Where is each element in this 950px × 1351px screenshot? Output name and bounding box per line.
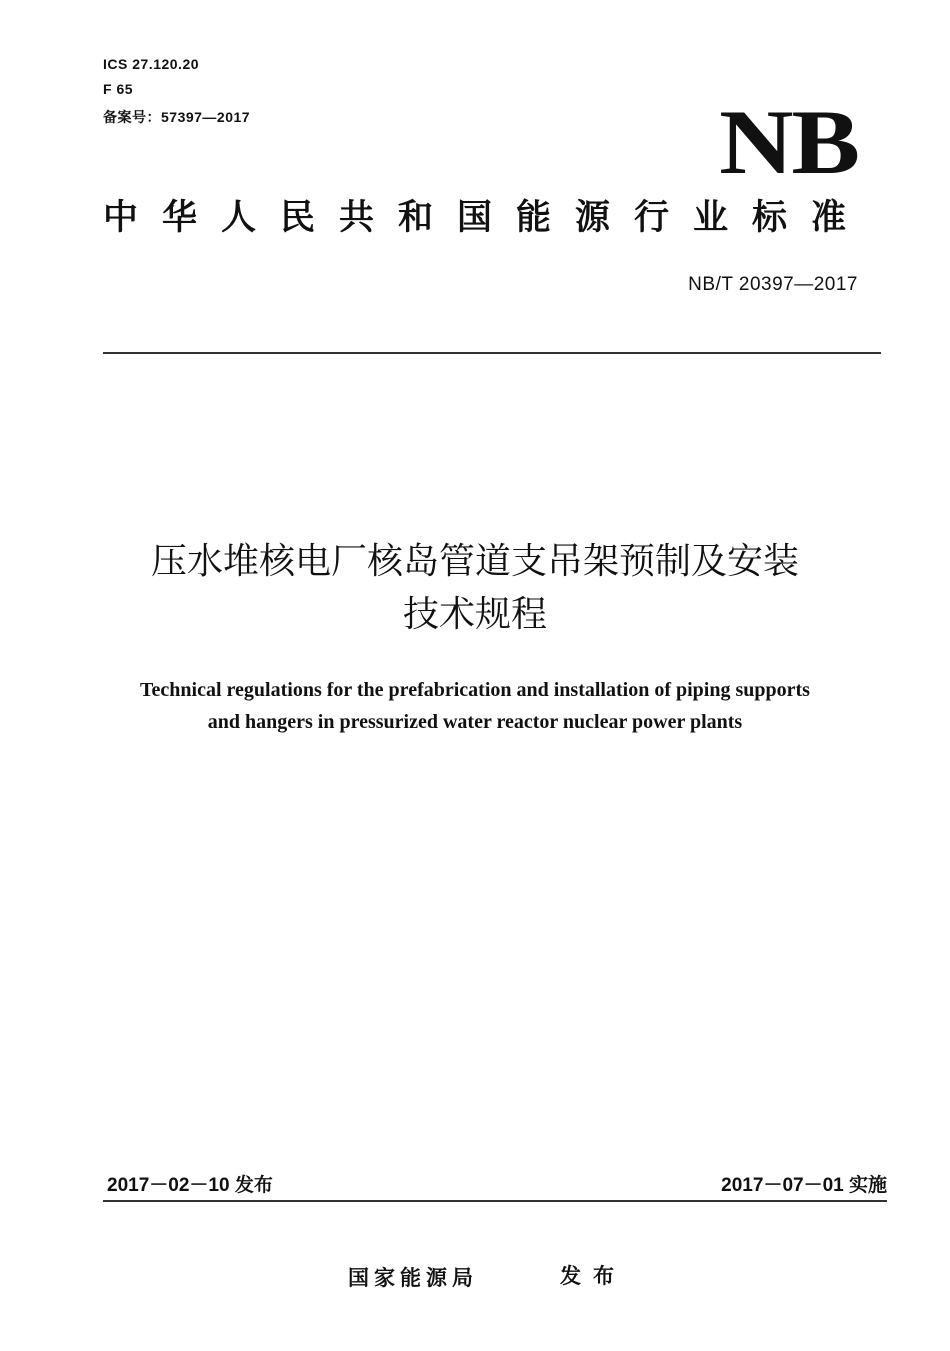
nb-logo: NB (719, 91, 858, 193)
title-en-line2: and hangers in pressurized water reactor nuclear power plants (207, 711, 743, 733)
implement-date: 2017－07－01 实施 (721, 1175, 887, 1196)
ics-code: ICS 27.120.20 (103, 56, 200, 72)
category-code: F 65 (103, 81, 134, 97)
header-divider (103, 352, 881, 354)
issuer-name: 国家能源局 (348, 1266, 478, 1290)
title-en-line1: Technical regulations for the prefabrication and installation of piping supports (140, 679, 810, 701)
publish-date: 2017－02－10 发布 (107, 1175, 273, 1196)
title-cn-line1: 压水堆核电厂核岛管道支吊架预制及安装 (150, 541, 799, 582)
date-row (103, 1172, 887, 1202)
standard-number: NB/T 20397—2017 (688, 274, 858, 295)
title-cn-line2: 技术规程 (402, 594, 547, 635)
standard-title: 中华人民共和国能源行业标准 (103, 198, 871, 238)
record-number: 备案号：57397—2017 (103, 109, 251, 125)
issue-action: 发布 (560, 1264, 626, 1288)
